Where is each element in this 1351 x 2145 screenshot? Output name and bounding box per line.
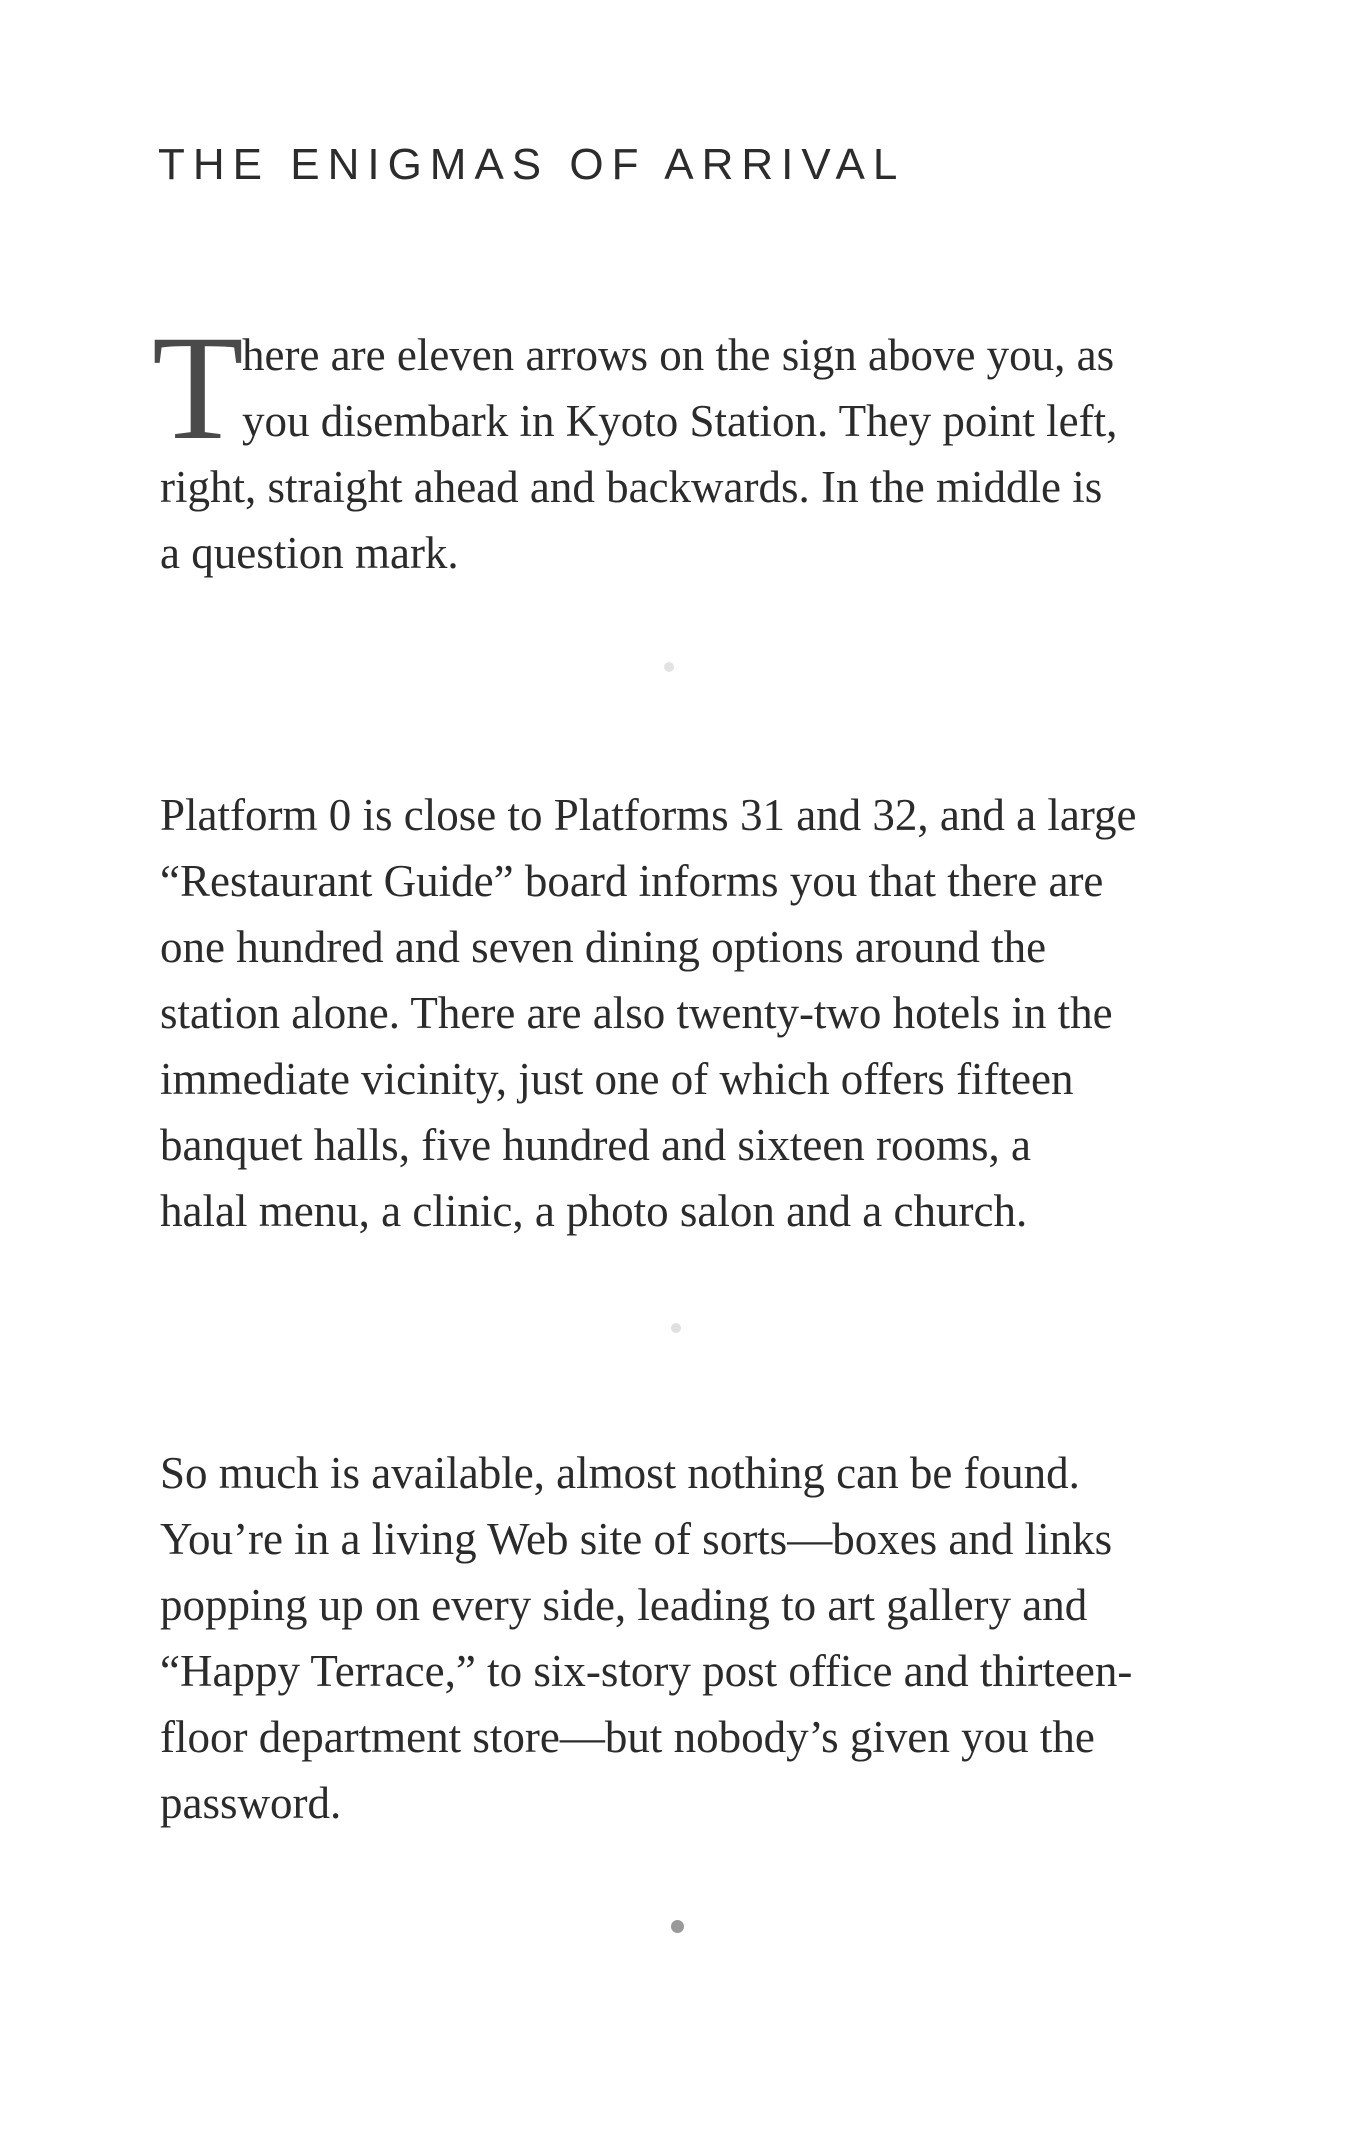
paragraph-line: password.	[160, 1778, 342, 1828]
paragraph-line: halal menu, a clinic, a photo salon and a church.	[160, 1186, 1028, 1236]
running-head: THE ENIGMAS OF ARRIVAL	[158, 140, 906, 189]
paragraph-line: a question mark.	[160, 528, 459, 578]
paragraph-line: one hundred and seven dining options around the	[160, 922, 1047, 972]
paragraph-line: right, straight ahead and backwards. In the middle is	[160, 462, 1103, 512]
drop-cap: T	[152, 305, 244, 471]
paragraph-1	[160, 322, 1220, 586]
paragraph-line: “Happy Terrace,” to six-story post office and thirteen-	[160, 1646, 1133, 1696]
paragraph-line: you disembark in Kyoto Station. They point left,	[242, 396, 1118, 446]
paragraph-3	[160, 1440, 1220, 1836]
paragraph-line: station alone. There are also twenty-two hotels in the	[160, 988, 1113, 1038]
paragraph-line: floor department store—but nobody’s given you the	[160, 1712, 1095, 1762]
paragraph-line: So much is available, almost nothing can be found.	[160, 1448, 1080, 1498]
section-ornament	[664, 662, 674, 672]
paragraph-line: You’re in a living Web site of sorts—boxes and links	[160, 1514, 1113, 1564]
paragraph-line: Platform 0 is close to Platforms 31 and 32, and a large	[160, 790, 1137, 840]
paragraph-line: immediate vicinity, just one of which offers fifteen	[160, 1054, 1074, 1104]
paragraph-line: banquet halls, five hundred and sixteen rooms, a	[160, 1120, 1032, 1170]
paragraph-line: “Restaurant Guide” board informs you that there are	[160, 856, 1104, 906]
section-ornament	[671, 1323, 681, 1333]
paragraph-line: here are eleven arrows on the sign above you, as	[242, 330, 1115, 380]
paragraph-line: popping up on every side, leading to art gallery and	[160, 1580, 1088, 1630]
section-ornament	[671, 1920, 684, 1933]
paragraph-2	[160, 782, 1220, 1244]
